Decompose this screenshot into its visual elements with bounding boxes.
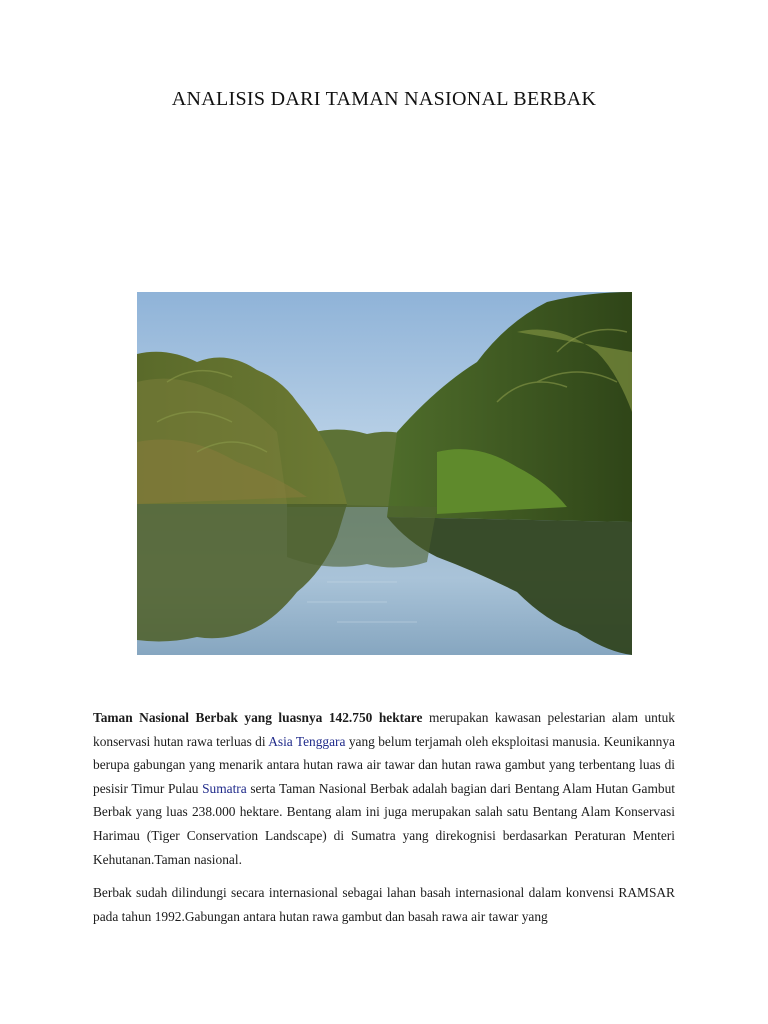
asia-tenggara-link[interactable]: Asia Tenggara bbox=[268, 733, 346, 749]
paragraph-2: Berbak sudah dilindungi secara internasional sebagai lahan basah internasional dalam konvensi RAMSAR pada tahun 1992.Gabungan antara hutan rawa gambut dan basah rawa air tawar yang bbox=[93, 885, 675, 924]
sumatra-link[interactable]: Sumatra bbox=[202, 780, 247, 796]
paragraph-1 bbox=[93, 706, 675, 871]
river-forest-photo bbox=[137, 292, 632, 655]
paragraph-1-text-2: yang belum terjamah oleh eksploitasi manusia. Keunikannya berupa gabungan yang menarik antara hutan rawa air tawar dan hutan rawa gambut yang terbentang luas di pesisir Timur Pulau bbox=[93, 733, 675, 796]
paragraph-1-text-3: serta Taman Nasional Berbak adalah bagian dari Bentang Alam Hutan Gambut Berbak yang luas 238.000 hektare. Bentang alam ini juga merupakan salah satu Bentang Alam Konservasi Harimau (Tiger Conservation Landscape) di Sumatra yang direkognisi berdasarkan Peraturan Menteri Kehutanan.Taman nasional. bbox=[93, 780, 675, 867]
page-title: ANALISIS DARI TAMAN NASIONAL BERBAK bbox=[171, 88, 597, 110]
paragraph-1-text-1: merupakan kawasan pelestarian alam untuk konservasi hutan rawa terluas di bbox=[93, 710, 675, 749]
body-text bbox=[93, 706, 675, 938]
paragraph-1-bold-lead: Taman Nasional Berbak yang luasnya 142.750 hektare bbox=[93, 710, 423, 725]
